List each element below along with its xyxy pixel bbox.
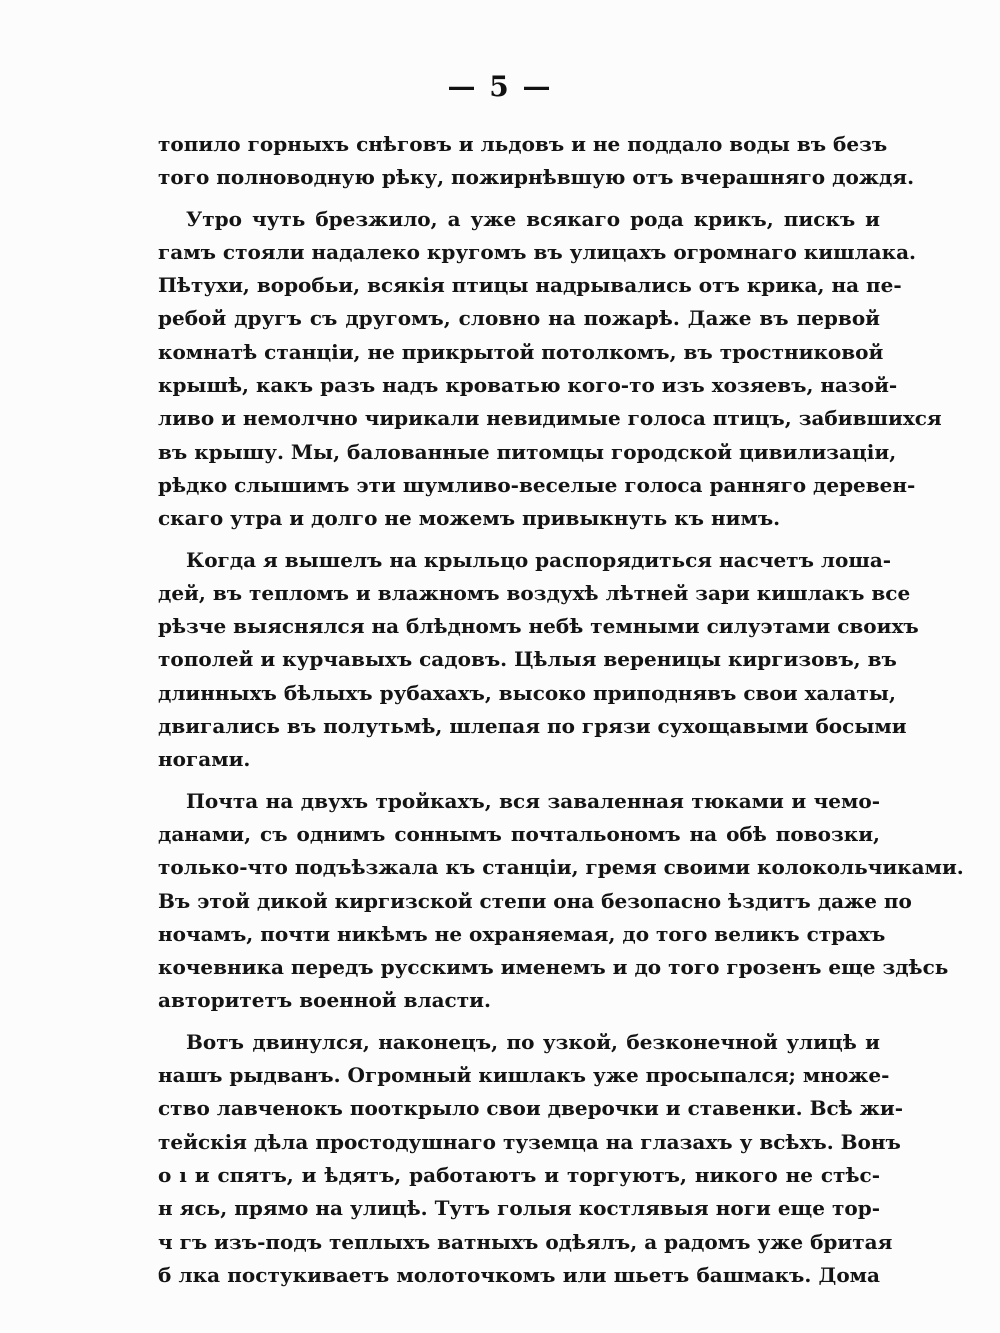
- text-line: ч гъ изъ-подъ теплыхъ ватныхъ одѣялъ, а радомъ уже бритая: [158, 1229, 893, 1254]
- paragraph-start-line: Утро чуть брезжило, а уже всякаго рода крикъ, пискъ и: [186, 206, 880, 231]
- text-line: н ясь, прямо на улицѣ. Тутъ голыя костлявыя ноги еще тор-: [158, 1196, 880, 1221]
- text-line: ребой другъ съ другомъ, словно на пожарѣ. Даже въ первой: [158, 306, 880, 331]
- text-line: о ı и спятъ, и ѣдятъ, работаютъ и торгуютъ, никого не стѣс-: [158, 1162, 880, 1187]
- text-line: ство лавченокъ пооткрыло свои дверочки и ставенки. Всѣ жи-: [158, 1096, 903, 1121]
- text-line: рѣдко слышимъ эти шумливо-веселые голоса ранняго деревен-: [158, 472, 916, 497]
- text-line: гамъ стояли надалеко кругомъ въ улицахъ огромнаго кишлака.: [158, 239, 916, 264]
- text-line: авторитетъ военной власти.: [158, 988, 491, 1013]
- text-line: рѣзче выяснялся на блѣдномъ небѣ темными силуэтами своихъ: [158, 614, 919, 639]
- text-line: нашъ рыдванъ. Огромный кишлакъ уже просыпался; множе-: [158, 1063, 890, 1088]
- text-line: того полноводную рѣку, пожирнѣвшую отъ вчерашняго дождя.: [158, 165, 915, 190]
- text-line: скаго утра и долго не можемъ привыкнуть къ нимъ.: [158, 506, 781, 531]
- text-line: ночамъ, почти никѣмъ не охраняемая, до того великъ страхъ: [158, 921, 886, 946]
- text-line: Въ этой дикой киргизской степи она безопасно ѣздитъ даже по: [158, 888, 912, 913]
- text-line: крышѣ, какъ разъ надъ кроватью кого-то изъ хозяевъ, назой-: [158, 373, 898, 398]
- paragraph-start-line: Почта на двухъ тройкахъ, вся заваленная тюками и чемо-: [186, 788, 880, 813]
- text-line: въ крышу. Мы, балованные питомцы городской цивилизаціи,: [158, 439, 897, 464]
- page-number: — 5 —: [447, 70, 553, 103]
- text-line: ливо и немолчно чирикали невидимые голоса птицъ, забившихся: [158, 406, 942, 431]
- text-line: длинныхъ бѣлыхъ рубахахъ, высоко приподнявъ свои халаты,: [158, 680, 896, 705]
- text-line: данами, съ однимъ соннымъ почтальономъ на обѣ повозки,: [158, 821, 880, 846]
- text-line: двигались въ полутьмѣ, шлепая по грязи сухощавыми босыми: [158, 714, 907, 739]
- text-line: Пѣтухи, воробьи, всякія птицы надрывались отъ крика, на пе-: [158, 273, 902, 298]
- body-text: [158, 128, 964, 1292]
- text-line: тейскія дѣла простодушнаго туземца на глазахъ у всѣхъ. Вонъ: [158, 1129, 901, 1154]
- text-line: тополей и курчавыхъ садовъ. Цѣлыя вереницы киргизовъ, въ: [158, 647, 897, 672]
- paragraph-start-line: Когда я вышелъ на крыльцо распорядиться насчетъ лоша-: [186, 547, 892, 572]
- text-line: дей, въ тепломъ и влажномъ воздухѣ лѣтней зари кишлакъ все: [158, 580, 911, 605]
- text-line: только-что подъѣзжала къ станціи, гремя своими колокольчиками.: [158, 855, 964, 880]
- text-line: ногами.: [158, 747, 251, 772]
- text-line: кочевника передъ русскимъ именемъ и до того грозенъ еще здѣсь: [158, 955, 949, 980]
- paragraph-start-line: Вотъ двинулся, наконецъ, по узкой, безконечной улицѣ и: [186, 1029, 880, 1054]
- text-line: топило горныхъ снѣговъ и льдовъ и не поддало воды въ безъ: [158, 132, 888, 156]
- text-line: комнатѣ станціи, не прикрытой потолкомъ, въ тростниковой: [158, 339, 884, 364]
- text-line: б лка постукиваетъ молоточкомъ или шьетъ башмакъ. Дома: [158, 1262, 880, 1287]
